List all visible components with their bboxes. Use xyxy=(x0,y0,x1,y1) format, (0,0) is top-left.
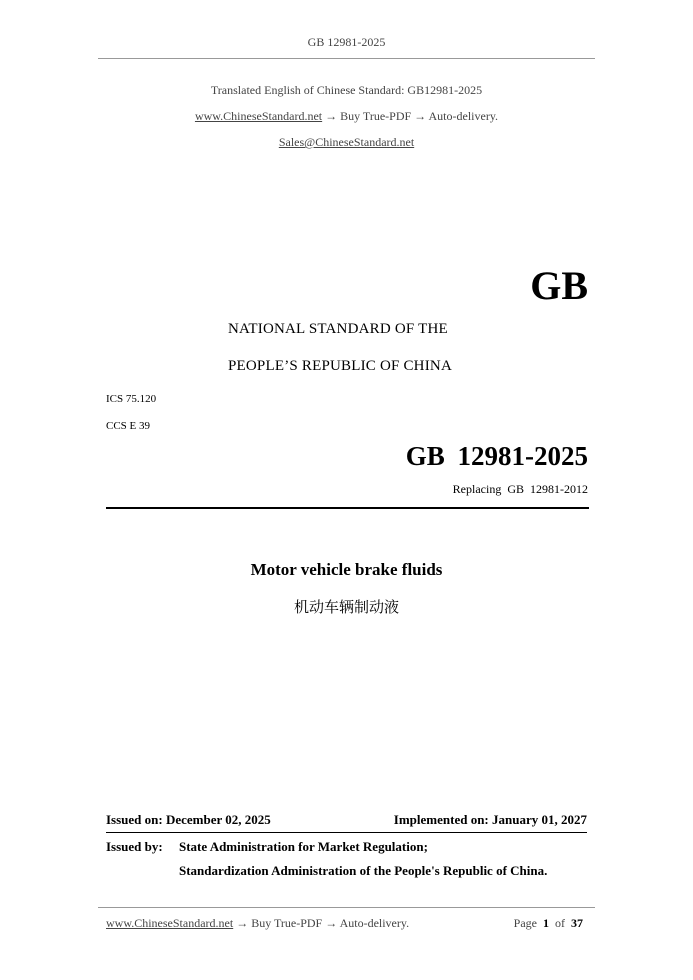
standard-number: GB 12981-2025 xyxy=(405,441,588,471)
page-indicator xyxy=(514,916,583,931)
issued-on-date: Issued on: December 02, 2025 xyxy=(106,812,271,827)
ics-code: ICS 75.120 xyxy=(106,393,157,405)
issuer-2: Standardization Administration of the People's Republic of China. xyxy=(179,863,548,878)
issued-by-label: Issued by: xyxy=(106,839,163,854)
of-label: of xyxy=(555,916,565,930)
running-header: GB 12981-2025 xyxy=(307,35,386,49)
implemented-on-date: Implemented on: January 01, 2027 xyxy=(393,812,587,827)
page-number: 1 xyxy=(543,916,549,930)
national-standard-line-1: NATIONAL STANDARD OF THE xyxy=(228,321,448,337)
purchase-line xyxy=(0,109,693,124)
footer-divider xyxy=(98,907,595,908)
title-divider xyxy=(106,507,589,509)
email-link[interactable]: Sales@ChineseStandard.net xyxy=(278,135,415,149)
website-link[interactable]: www.ChineseStandard.net xyxy=(194,109,323,123)
national-standard-line-2: PEOPLE’S REPUBLIC OF CHINA xyxy=(228,358,452,374)
page-total: 37 xyxy=(571,916,583,930)
email-line xyxy=(0,135,693,150)
footer-website-link[interactable]: www.ChineseStandard.net xyxy=(106,916,234,930)
issuer-1: State Administration for Market Regulation; xyxy=(179,839,428,854)
document-title-english: Motor vehicle brake fluids xyxy=(250,560,443,579)
header-divider xyxy=(98,58,595,59)
translation-notice: Translated English of Chinese Standard: GB12981-2025 xyxy=(210,83,483,97)
replacing-note: Replacing GB 12981-2012 xyxy=(452,482,588,496)
purchase-text: → Buy True-PDF → Auto-delivery. xyxy=(322,109,499,123)
ccs-code: CCS E 39 xyxy=(106,420,151,432)
document-title-chinese: 机动车辆制动液 xyxy=(293,598,399,616)
footer-purchase-text: → Buy True-PDF → Auto-delivery. xyxy=(233,916,410,930)
page-label: Page xyxy=(513,916,537,930)
dates-divider xyxy=(106,832,587,833)
gb-logo: GB xyxy=(530,263,588,308)
footer-purchase-line xyxy=(106,916,409,931)
